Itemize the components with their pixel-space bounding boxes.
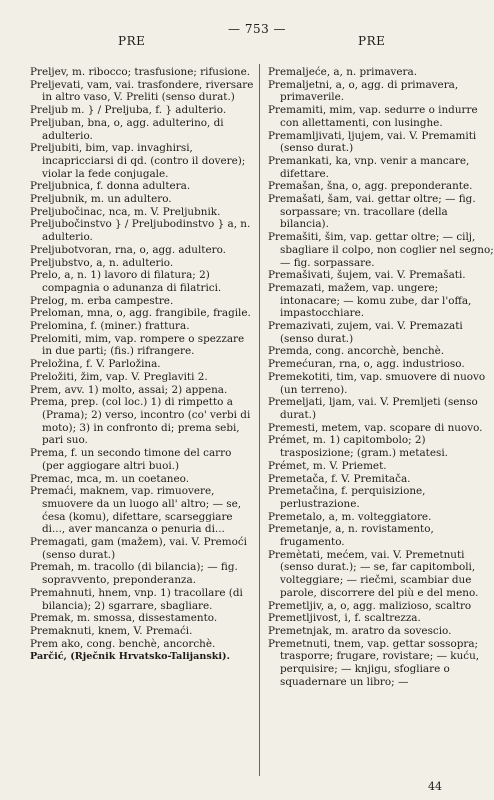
dictionary-entry: Premećuran, rna, o, agg. industrioso. xyxy=(268,358,465,371)
dictionary-entry: Premetanje, a, n. rovistamento, frugamento. xyxy=(268,523,434,549)
header-right: PRE xyxy=(358,34,386,48)
dictionary-entry: Premašati, šam, vai. gettar oltre; — fig. sorpassare; vn. tracollare (della bilancia). xyxy=(268,193,476,231)
dictionary-entry: Prémet, m. V. Priemet. xyxy=(268,459,387,472)
dictionary-entry: Preložiti, žim, vap. V. Preglaviti 2. xyxy=(30,370,208,383)
dictionary-entry: Prem, avv. 1) molto, assai; 2) appena. xyxy=(30,383,228,396)
dictionary-entry: Prelog, m. erba campestre. xyxy=(30,294,174,307)
dictionary-entry: Premetača, f. V. Premitača. xyxy=(268,472,411,485)
dictionary-entry: Premekotiti, tim, vap. smuovere di nuovo (un terreno). xyxy=(268,370,486,396)
dictionary-entry: Premašan, šna, o, agg. preponderante. xyxy=(268,180,473,193)
dictionary-entry: Premetalo, a, m. volteggiatore. xyxy=(268,510,432,523)
dictionary-entry: Preljev, m. ribocco; trasfusione; rifusione. xyxy=(30,66,251,78)
dictionary-entry: Prelomina, f. (miner.) frattura. xyxy=(30,320,190,333)
dictionary-entry: Premaljetni, a, o, agg. di primavera, primaverile. xyxy=(268,78,459,104)
dictionary-entry: Premazivati, zujem, vai. V. Premazati (senso durat.) xyxy=(268,320,463,345)
dictionary-entry: Premagati, gam (mažem), vai. V. Premoći (senso durat.) xyxy=(30,536,247,561)
dictionary-entry: Premašivati, šujem, vai. V. Premašati. xyxy=(268,269,466,282)
dictionary-entry: Preljub m. } / Preljuba, f. } adulterio. xyxy=(30,104,227,117)
dictionary-entry: Premetljivost, i, f. scaltrezza. xyxy=(268,612,421,625)
dictionary-entry: Premetljiv, a, o, agg. malizioso, scaltro xyxy=(268,599,472,612)
page-header xyxy=(0,22,494,46)
dictionary-entry: Premaljeće, a, n. primavera. xyxy=(268,66,417,78)
dictionary-entry: Preložina, f. V. Parložina. xyxy=(30,358,161,371)
dictionary-entry: Premetačina, f. perquisizione, perlustrazione. xyxy=(268,485,426,510)
column-divider xyxy=(259,64,260,776)
dictionary-entry: Prema, prep. (col loc.) 1) di rimpetto a (Prama); 2) verso, incontro (co' verbi di moto); 3) in confronto di; prema sebi, pari suo. xyxy=(30,396,251,447)
dictionary-entry: Premašiti, šim, vap. gettar oltre; — cilj, sbagliare il colpo, non coglier nel segno; — fig. sorpassare. xyxy=(268,231,494,269)
dictionary-entry: Preljubočinstvo } / Preljubodinstvo } a, n. adulterio. xyxy=(30,218,251,244)
dictionary-entry: Premètati, mećem, vai. V. Premetnuti (senso durat.); — se, far capitomboli, volteggiare; — riečmi, scambiar due parole, discorrere del più e del meno. xyxy=(268,548,479,599)
dictionary-entry: Preloman, mna, o, agg. frangibile, fragile. xyxy=(30,307,251,320)
dictionary-entry: Premesti, metem, vap. scopare di nuovo. xyxy=(268,421,483,434)
dictionary-entry: Premazati, mažem, vap. ungere; intonacare; — komu zube, dar l'offa, impastocchiare. xyxy=(268,281,472,320)
right-column xyxy=(268,66,494,688)
header-left: PRE xyxy=(118,34,146,48)
signature-number: 44 xyxy=(428,780,442,793)
dictionary-entry: Prelomiti, mim, vap. rompere o spezzare in due parti; (fis.) rifrangere. xyxy=(30,332,245,358)
dictionary-entry: Premaknuti, knem, V. Premaći. xyxy=(30,624,193,637)
dictionary-entry: Preljubstvo, a, n. adulterio. xyxy=(30,256,174,269)
dictionary-entry: Preljubnica, f. donna adultera. xyxy=(30,180,191,193)
dictionary-entry: Prémet, m. 1) capitombolo; 2) trasposizione; (gram.) metatesi. xyxy=(268,434,448,460)
dictionary-entry: Premeljati, ljam, vai. V. Premljeti (senso durat.) xyxy=(268,396,478,421)
dictionary-entry: Premac, mca, m. un coetaneo. xyxy=(30,472,190,485)
dictionary-entry: Premaći, maknem, vap. rimuovere, smuovere da un luogo all' altro; — se, ćesa (komu), difettare, scarseggiare di..., aver mancanza o penuria di... xyxy=(30,485,242,536)
dictionary-entry: Preljubiti, bim, vap. invaghirsi, incapricciarsi di qd. (contro il dovere); violar la fede conjugale. xyxy=(30,142,246,180)
header-page-number: — 753 — xyxy=(228,22,287,36)
dictionary-entry: Premak, m. smossa, dissestamento. xyxy=(30,612,218,625)
dictionary-entry: Premankati, ka, vnp. venir a mancare, difettare. xyxy=(268,154,470,180)
dictionary-entry: Preljevati, vam, vai. trasfondere, riversare in altro vaso, V. Preliti (senso durat.) xyxy=(30,78,254,104)
page-footer-source: Parčić, (Rječnik Hrvatsko-Talijanski). xyxy=(30,651,230,663)
dictionary-entry: Preljuban, bna, o, agg. adulterino, di adulterio. xyxy=(30,116,224,142)
dictionary-entry: Prema, f. un secondo timone del carro (per aggiogare altri buoi.) xyxy=(30,447,232,472)
dictionary-entry: Premetnjak, m. aratro da sovescio. xyxy=(268,624,452,637)
dictionary-entry: Premamiti, mim, vap. sedurre o indurre con allettamenti, con lusinghe. xyxy=(268,104,478,129)
dictionary-entry: Premetnuti, tnem, vap. gettar sossopra; trasporre; frugare, rovistare; — kuću, perquisire; — knjigu, sfogliare o squadernare un libro; — xyxy=(268,637,480,688)
left-column xyxy=(30,66,256,664)
dictionary-entry: Premah, m. tracollo (di bilancia); — fig. sopravvento, preponderanza. xyxy=(30,561,238,587)
dictionary-entry: Prem ako, cong. benchè, ancorchè. xyxy=(30,637,216,650)
dictionary-entry: Premda, cong. ancorchè, benchè. xyxy=(268,345,445,358)
dictionary-entry: Premahnuti, hnem, vnp. 1) tracollare (di bilancia); 2) sgarrare, sbagliare. xyxy=(30,586,243,612)
dictionary-entry: Premamljivati, ljujem, vai. V. Premamiti (senso durat.) xyxy=(268,129,477,155)
dictionary-entry: Prelo, a, n. 1) lavoro di filatura; 2) compagnia o adunanza di filatrici. xyxy=(30,269,222,294)
dictionary-entry: Preljubotvoran, rna, o, agg. adultero. xyxy=(30,243,226,256)
dictionary-entry: Preljubnik, m. un adultero. xyxy=(30,193,172,206)
dictionary-entry: Preljubočinac, nca, m. V. Preljubnik. xyxy=(30,205,221,218)
